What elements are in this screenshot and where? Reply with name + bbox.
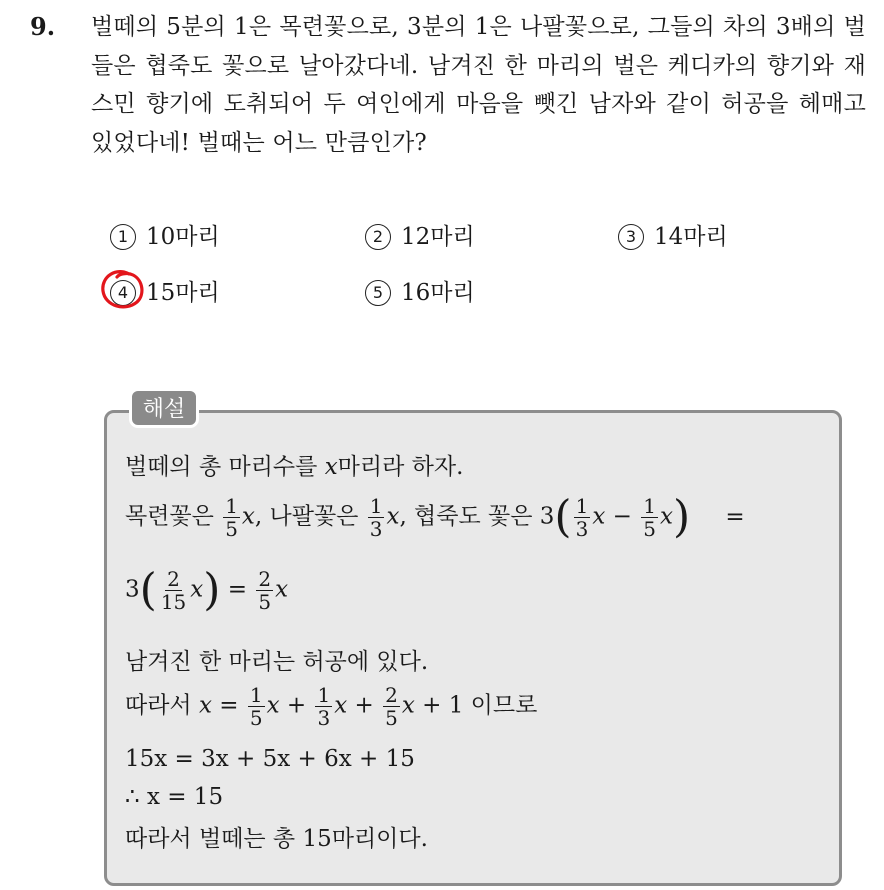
- choice-marker: 1: [110, 224, 136, 250]
- solution-line-6: 15x = 3x + 5x + 6x + 15: [125, 746, 415, 772]
- choice-marker: 4: [110, 280, 136, 306]
- fraction: $\frac{2}{5}$: [385, 683, 398, 730]
- fraction: $\frac{1}{3}$: [317, 683, 331, 730]
- fraction: $\frac{1}{3}$: [575, 494, 589, 541]
- solution-line-1: 벌떼의 총 마리수를 x마리라 하자.: [125, 454, 464, 480]
- solution-line-4: 남겨진 한 마리는 허공에 있다.: [125, 649, 429, 675]
- solution-line-7: ∴ x = 15: [125, 784, 224, 810]
- fraction: $\frac{2}{15}$: [160, 567, 187, 614]
- choice-marker: 3: [618, 224, 644, 250]
- fraction: $\frac{1}{5}$: [249, 683, 263, 730]
- fraction: $\frac{1}{5}$: [643, 494, 656, 541]
- choice-4[interactable]: 4 15마리: [110, 274, 220, 307]
- fraction: $\frac{1}{3}$: [369, 494, 383, 541]
- solution-line-8: 따라서 벌떼는 총 15마리이다.: [125, 826, 428, 852]
- choice-marker: 5: [365, 280, 391, 306]
- choice-2[interactable]: 2 12마리: [365, 218, 475, 251]
- solution-line-5: 따라서 x = $\frac{1}{5}$ x + $\frac{1}{3}$ x + $\frac{2}{5}$ x + 1 이므로: [125, 683, 538, 730]
- question-text: 벌떼의 5분의 1은 목련꽃으로, 3분의 1은 나팔꽃으로, 그들의 차의 3배의 벌들은 협죽도 꽃으로 날아갔다네. 남겨진 한 마리의 벌은 케디카의 향기와 재스민 향기에 도취되어 두 여인에게 마음을 뺏긴 남자와 같이 허공을 헤매고 있었다네! 벌때는 어느 만큼인가?: [91, 14, 866, 156]
- fraction: $\frac{2}{5}$: [258, 567, 272, 614]
- choice-1[interactable]: 1 10마리: [110, 218, 220, 251]
- solution-line-2: 목련꽃은 $\frac{1}{5}$ x, 나팔꽃은 $\frac{1}{3}$ x, 협죽도 꽃은 3( $\frac{1}{3}$ x − $\frac{1}{5}$ x) =: [125, 491, 745, 543]
- choice-3[interactable]: 3 14마리: [618, 218, 728, 251]
- choice-5[interactable]: 5 16마리: [365, 274, 475, 307]
- solution-line-3: 3( $\frac{2}{15}$ x) = $\frac{2}{5}$ x: [125, 564, 289, 616]
- fraction: $\frac{1}{5}$: [225, 494, 238, 541]
- solution-tag: 해설: [129, 388, 199, 428]
- question-number: 9.: [30, 12, 56, 41]
- choice-marker: 2: [365, 224, 391, 250]
- red-circle-mark: [99, 268, 145, 312]
